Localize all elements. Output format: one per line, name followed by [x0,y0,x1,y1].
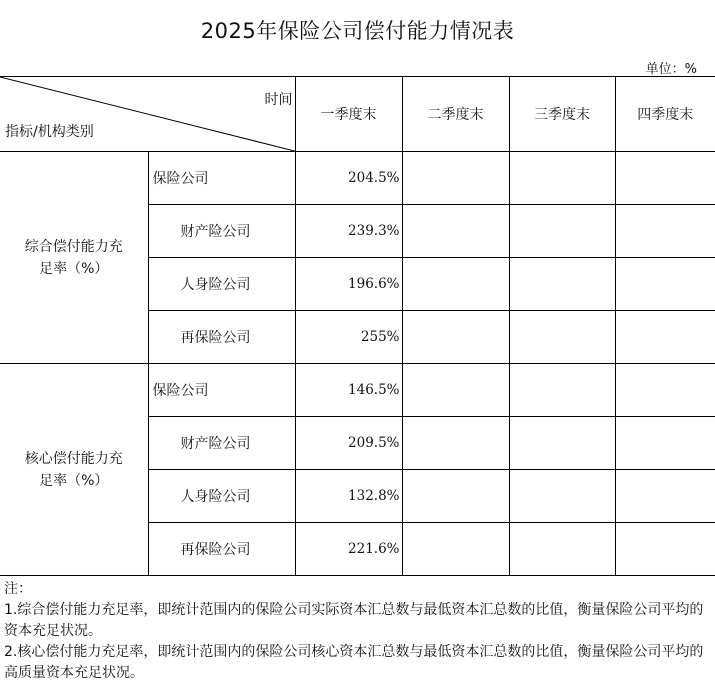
quarter-header: 二季度末 [402,77,509,152]
notes-heading: 注： [4,581,32,597]
empty-cell [615,523,715,576]
empty-cell [509,152,615,205]
q1-value: 146.5% [295,364,402,417]
q1-value: 209.5% [295,417,402,470]
institution-label: 保险公司 [148,364,295,417]
institution-label: 保险公司 [148,152,295,205]
empty-cell [402,470,509,523]
solvency-table [0,76,715,576]
header-row [0,77,715,152]
institution-label: 人身险公司 [148,470,295,523]
empty-cell [615,152,715,205]
quarter-header: 四季度末 [615,77,715,152]
empty-cell [509,311,615,364]
empty-cell [615,258,715,311]
empty-cell [509,205,615,258]
q1-value: 239.3% [295,205,402,258]
empty-cell [402,417,509,470]
institution-label: 再保险公司 [148,523,295,576]
empty-cell [615,417,715,470]
empty-cell [509,364,615,417]
empty-cell [615,205,715,258]
q1-value: 196.6% [295,258,402,311]
category-label: 核心偿付能力充足率（%） [24,450,123,489]
empty-cell [402,258,509,311]
q1-value: 204.5% [295,152,402,205]
table-row [0,364,715,417]
unit-label: 单位：% [645,62,697,77]
empty-cell [402,523,509,576]
notes-section [4,579,712,684]
time-header: 时间 [264,92,293,108]
empty-cell [509,523,615,576]
quarter-header: 三季度末 [509,77,615,152]
page-title: 2025年保险公司偿付能力情况表 [200,19,515,43]
empty-cell [402,311,509,364]
quarter-header: 一季度末 [295,77,402,152]
category-label: 综合偿付能力充足率（%） [24,238,123,277]
indicator-header: 指标/机构类别 [5,124,94,140]
institution-label: 财产险公司 [148,205,295,258]
category-cell [0,152,148,364]
table-row [0,152,715,205]
q1-value: 221.6% [295,523,402,576]
empty-cell [615,364,715,417]
empty-cell [509,258,615,311]
category-cell [0,364,148,576]
diagonal-header-cell [0,77,295,152]
empty-cell [509,417,615,470]
institution-label: 财产险公司 [148,417,295,470]
empty-cell [509,470,615,523]
empty-cell [615,311,715,364]
empty-cell [402,152,509,205]
empty-cell [615,470,715,523]
empty-cell [402,205,509,258]
empty-cell [402,364,509,417]
q1-value: 255% [295,311,402,364]
institution-label: 再保险公司 [148,311,295,364]
q1-value: 132.8% [295,470,402,523]
note-item: 2.核心偿付能力充足率，即统计范围内的保险公司核心资本汇总数与最低资本汇总数的比值，衡量保险公司平均的高质量资本充足状况。 [4,644,704,681]
institution-label: 人身险公司 [148,258,295,311]
note-item: 1.综合偿付能力充足率，即统计范围内的保险公司实际资本汇总数与最低资本汇总数的比值，衡量保险公司平均的资本充足状况。 [4,602,704,639]
